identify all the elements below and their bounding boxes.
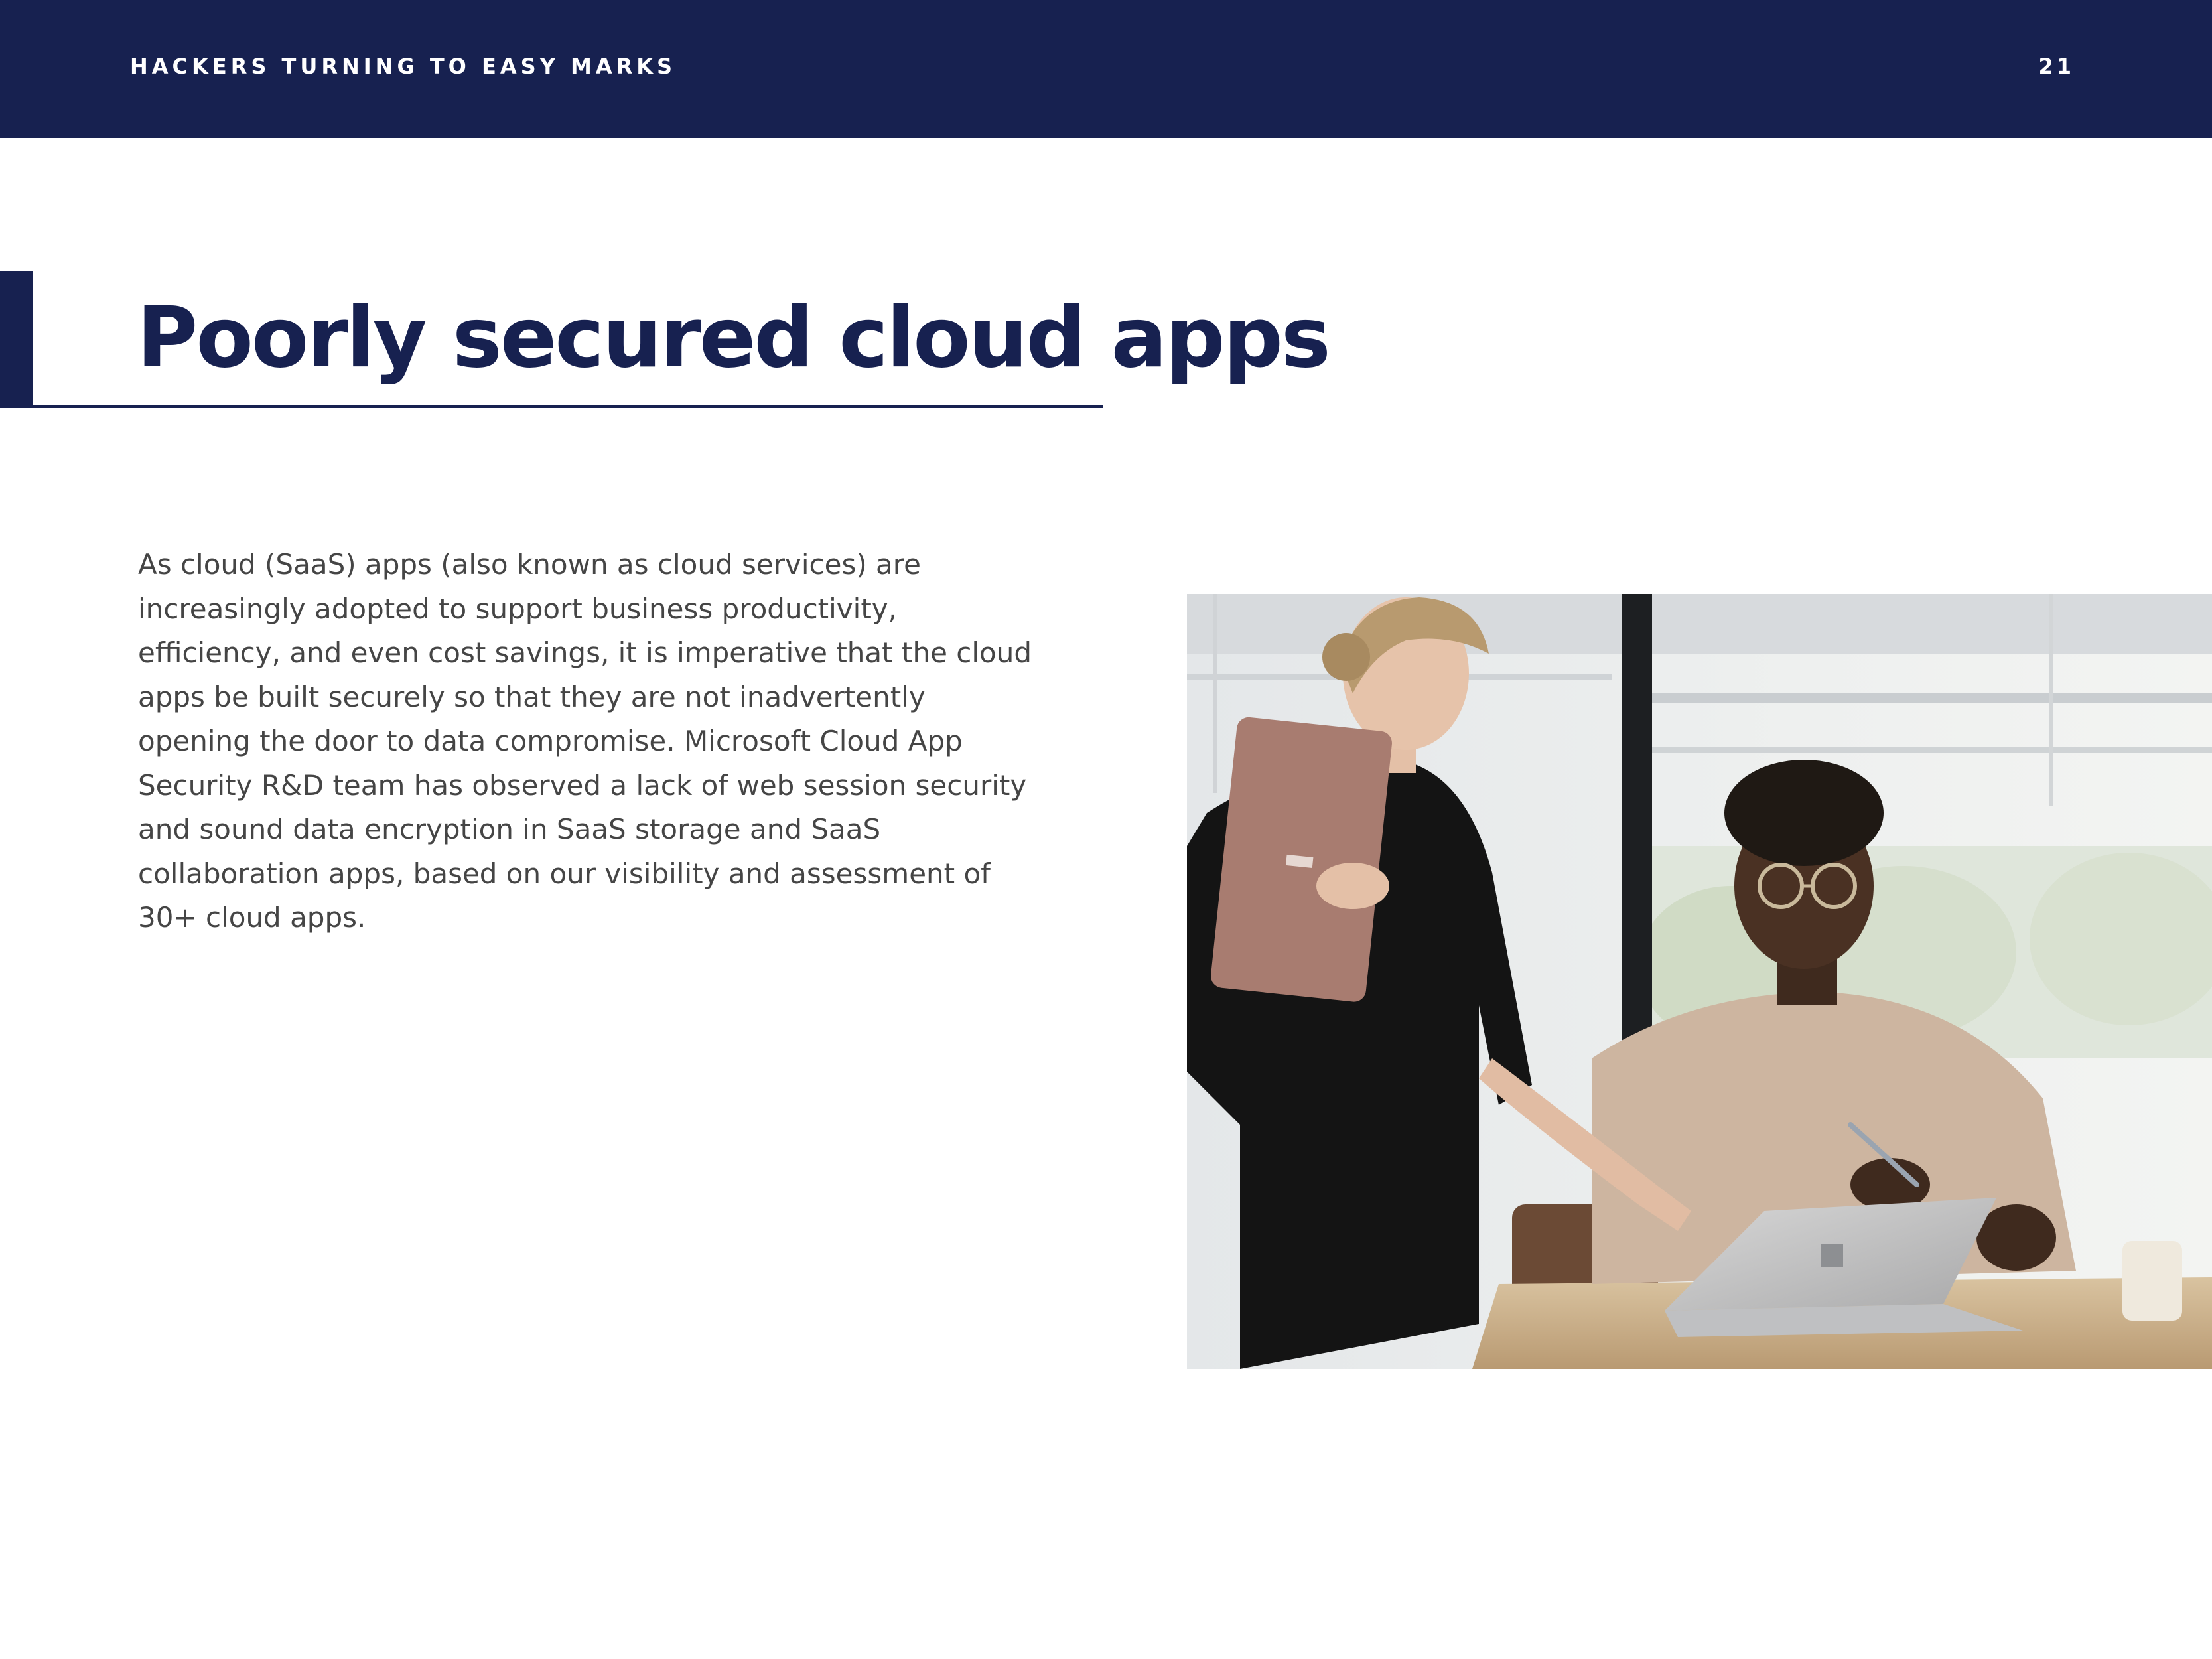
heading-underline [33, 405, 1103, 408]
body-paragraph: As cloud (SaaS) apps (also known as cloud services) are increasingly adopted to support business productivity, efficiency, and even cost savings, it is imperative that the cloud apps be built securely so that they are not inadvertently opening the door to data compromise. Microsoft Cloud App Security R&D team has observed a lack of web session security and sound data encryption in SaaS storage and SaaS collaboration apps, based on our visibility and assessment of 30+ cloud apps. [138, 548, 1032, 934]
section-heading: Poorly secured cloud apps [137, 289, 1329, 386]
page-number: 21 [2038, 54, 2075, 79]
page-header [0, 0, 2212, 138]
header-title: HACKERS TURNING TO EASY MARKS [130, 54, 677, 79]
heading-accent-bar [0, 271, 33, 408]
people-with-laptop-photo [1187, 594, 2212, 1369]
